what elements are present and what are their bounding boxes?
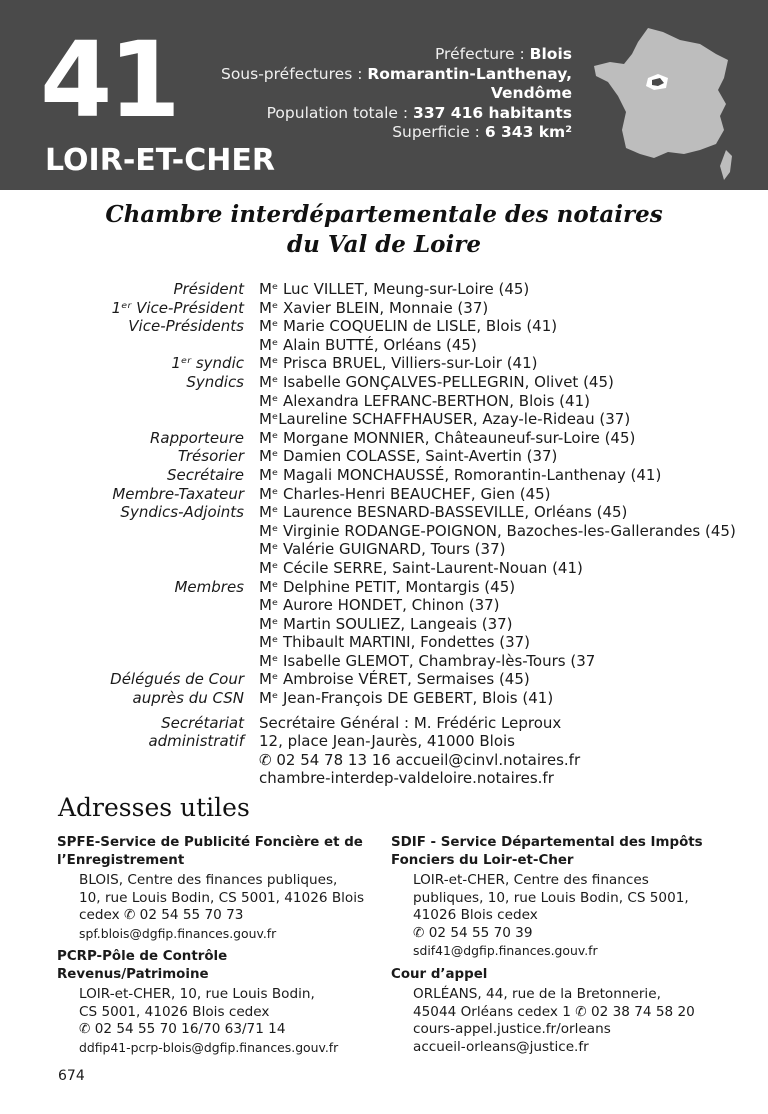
roster-row: Syndics Mᵉ Isabelle GONÇALVES-PELLEGRIN, Olivet (45) xyxy=(186,372,614,391)
roster-row: 1ᵉʳ syndic Mᵉ Prisca BRUEL, Villiers-sur-Loir (41) xyxy=(171,354,538,373)
department-header xyxy=(0,0,768,190)
department-number: 41 xyxy=(40,19,177,141)
adresses-left-column xyxy=(57,834,375,1062)
secretariat-row: Secrétariat Secrétaire Général : M. Frédéric Leproux xyxy=(161,713,562,732)
roster-row: Délégués de Cour Mᵉ Ambroise VÉRET, Sermaises (45) xyxy=(110,670,530,689)
adresses-right-column xyxy=(391,834,709,1062)
roster-row: Président Mᵉ Luc VILLET, Meung-sur-Loire (45) xyxy=(173,280,530,298)
roster-row: MᵉLaureline SCHAFFHAUSER, Azay-le-Rideau (37) xyxy=(259,410,631,429)
roster-row: Membres Mᵉ Delphine PETIT, Montargis (45) xyxy=(174,577,516,596)
chamber-roster xyxy=(0,280,768,788)
roster-row: Membre-Taxateur Mᵉ Charles-Henri BEAUCHEF, Gien (45) xyxy=(112,484,551,503)
roster-row: Mᵉ Isabelle GLEMOT, Chambray-lès-Tours (37 xyxy=(259,651,596,670)
fact-superficie: Superficie : 6 343 km² xyxy=(392,123,572,141)
roster-row: Mᵉ Aurore HONDET, Chinon (37) xyxy=(259,596,500,615)
roster-row: Mᵉ Alexandra LEFRANC-BERTHON, Blois (41) xyxy=(259,391,590,410)
roster-row: Trésorier Mᵉ Damien COLASSE, Saint-Avertin (37) xyxy=(177,447,558,466)
roster-row: 1ᵉʳ Vice-Président Mᵉ Xavier BLEIN, Monnaie (37) xyxy=(111,298,489,317)
france-map-icon xyxy=(588,20,738,185)
secretariat-row: ✆ 02 54 78 13 16 accueil@cinvl.notaires.fr xyxy=(259,750,581,769)
chamber-title-line2: du Val de Loire xyxy=(287,231,481,258)
address-block-pcrp: PCRP-Pôle de Contrôle Revenus/Patrimoine LOIR-et-CHER, 10, rue Louis Bodin, CS 5001, 41026 Blois cedex ✆ 02 54 55 70 16/70 63/71 14 ddfip41-pcrp-blois@dgfip.finances.gouv.fr xyxy=(57,949,339,1055)
roster-row: Mᵉ Virginie RODANGE-POIGNON, Bazoches-les-Gallerandes (45) xyxy=(259,521,736,540)
department-name: LOIR-ET-CHER xyxy=(45,143,275,178)
fact-sous-prefectures-cont: Vendôme xyxy=(490,84,572,102)
page-number: 674 xyxy=(58,1068,85,1084)
fact-prefecture: Préfecture : Blois xyxy=(434,45,572,63)
chamber-title-line1: Chambre interdépartementale des notaires xyxy=(105,201,663,228)
roster-row: Mᵉ Cécile SERRE, Saint-Laurent-Nouan (41) xyxy=(259,558,583,577)
address-block-sdif: SDIF - Service Départemental des Impôts Fonciers du Loir-et-Cher LOIR-et-CHER, Centre des finances publiques, 10, rue Louis Bodin, CS 5001, 41026 Blois cedex ✆ 02 54 55 70 39 sdif41@dgfip.finances.gouv.fr xyxy=(391,835,703,958)
address-block-cour-appel: Cour d’appel ORLÉANS, 44, rue de la Bretonnerie, 45044 Orléans cedex 1 ✆ 02 38 74 58 20 cours-appel.justice.fr/orleans accueil-orleans@justice.fr xyxy=(391,966,695,1055)
roster-row: Vice-Présidents Mᵉ Marie COQUELIN de LISLE, Blois (41) xyxy=(128,317,558,336)
roster-row: Syndics-Adjoints Mᵉ Laurence BESNARD-BASSEVILLE, Orléans (45) xyxy=(120,503,628,522)
address-block-spfe: SPFE-Service de Publicité Foncière et de l’Enregistrement BLOIS, Centre des finances publiques, 10, rue Louis Bodin, CS 5001, 41026 Blois cedex ✆ 02 54 55 70 73 spf.blois@dgfip.finances.gouv.fr xyxy=(57,835,365,941)
secretariat-row: chambre-interdep-valdeloire.notaires.fr xyxy=(259,769,554,788)
department-facts xyxy=(221,45,572,143)
chamber-title xyxy=(0,200,768,260)
fact-population: Population totale : 337 416 habitants xyxy=(266,103,572,122)
roster-row: Mᵉ Valérie GUIGNARD, Tours (37) xyxy=(259,540,506,559)
roster-row: Rapporteure Mᵉ Morgane MONNIER, Châteauneuf-sur-Loire (45) xyxy=(149,428,636,447)
secretariat-row: administratif 12, place Jean-Jaurès, 41000 Blois xyxy=(148,732,515,751)
fact-sous-prefectures: Sous-préfectures : Romarantin-Lanthenay, xyxy=(220,64,572,83)
roster-row: Mᵉ Alain BUTTÉ, Orléans (45) xyxy=(259,335,477,354)
roster-row: Secrétaire Mᵉ Magali MONCHAUSSÉ, Romorantin-Lanthenay (41) xyxy=(166,465,662,484)
roster-row: Mᵉ Thibault MARTINI, Fondettes (37) xyxy=(259,633,531,652)
roster-row: Mᵉ Martin SOULIEZ, Langeais (37) xyxy=(259,614,513,633)
roster-row: auprès du CSN Mᵉ Jean-François DE GEBERT, Blois (41) xyxy=(132,689,554,708)
adresses-heading: Adresses utiles xyxy=(58,793,250,822)
